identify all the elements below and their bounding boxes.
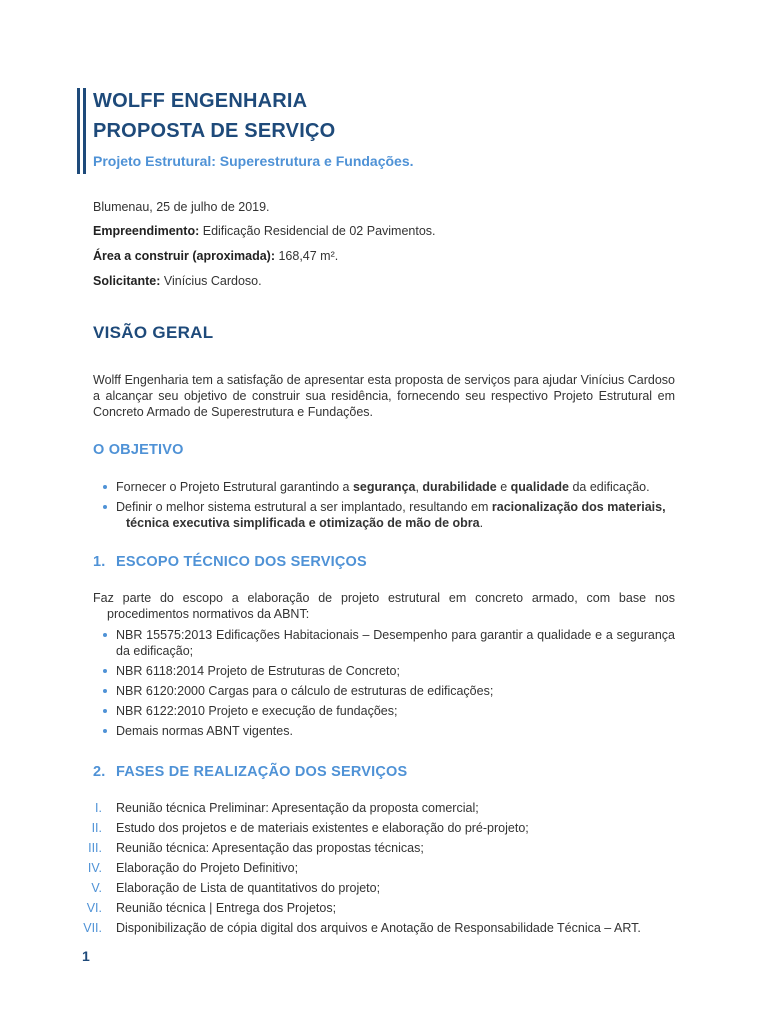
bullet-icon [103,729,107,733]
phases-list [70,800,690,940]
norm-item: NBR 6122:2010 Projeto e execução de fundações; [116,704,398,718]
scope-intro: Faz parte do escopo a elaboração de projeto estrutural em concreto armado, com base nos procedimentos normativos da ABNT: [93,591,675,621]
page-number: 1 [82,948,90,964]
bullet-icon [103,709,107,713]
solicitante-label: Solicitante: [93,274,161,288]
objective-text: Fornecer o Projeto Estrutural garantindo a [116,480,353,494]
list-item [70,840,690,860]
phase-text: Reunião técnica | Entrega dos Projetos; [116,901,337,915]
objective-list [93,479,675,535]
phase-text: Reunião técnica Preliminar: Apresentação da proposta comercial; [116,801,479,815]
section-number: 1. [93,554,106,570]
list-item [70,820,690,840]
company-name: WOLFF ENGENHARIA [93,90,308,112]
list-item [93,723,675,739]
section-title: FASES DE REALIZAÇÃO DOS SERVIÇOS [116,764,408,780]
roman-numeral: V. [91,881,102,895]
overview-heading: VISÃO GERAL [93,323,214,342]
objective-bold: durabilidade [422,480,497,494]
roman-numeral: IV. [87,861,102,875]
section-number: 2. [93,764,106,780]
phase-text: Estudo dos projetos e de materiais existentes e elaboração do pré-projeto; [116,821,529,835]
list-item [70,800,690,820]
scope-heading [93,554,367,570]
objective-text: Definir o melhor sistema estrutural a ser implantado, resultando em [116,500,492,514]
roman-numeral: III. [88,841,102,855]
title-accent-bar [83,88,86,174]
list-item [70,900,690,920]
list-item [93,663,675,679]
area-value: 168,47 m². [275,249,339,263]
list-item [70,860,690,880]
title-accent-bar [77,88,80,174]
bullet-icon [103,669,107,673]
overview-paragraph: Wolff Engenharia tem a satisfação de apresentar esta proposta de serviços para ajudar Vinícius Cardoso a alcançar seu objetivo de construir sua residência, fornecendo seu respectivo Projeto Estrutural em Concreto Armado de Superestrutura e Fundações. [93,373,675,419]
bullet-icon [103,485,107,489]
list-item [70,920,690,940]
solicitante-line [93,274,262,288]
phase-text: Disponibilização de cópia digital dos arquivos e Anotação de Responsabilidade Técnica – ART. [116,921,641,935]
bullet-icon [103,505,107,509]
document-title: PROPOSTA DE SERVIÇO [93,120,336,142]
objective-bold: qualidade [510,480,569,494]
objective-heading: O OBJETIVO [93,442,184,458]
list-item [93,479,675,495]
solicitante-value: Vinícius Cardoso. [160,274,262,288]
objective-text: da edificação. [569,480,650,494]
list-item [70,880,690,900]
roman-numeral: I. [95,801,102,815]
place-date: Blumenau, 25 de julho de 2019. [93,200,270,214]
scope-list [93,627,675,743]
section-title: ESCOPO TÉCNICO DOS SERVIÇOS [116,554,367,570]
phase-text: Reunião técnica: Apresentação das propostas técnicas; [116,841,424,855]
norm-item: NBR 15575:2013 Edificações Habitacionais – Desempenho para garantir a qualidade e a segurança da edificação; [116,628,675,658]
phase-text: Elaboração do Projeto Definitivo; [116,861,299,875]
objective-text: . [479,516,484,530]
objective-bold: técnica executiva simplificada e otimização de mão de obra [126,516,480,530]
title-block [77,88,677,174]
list-item [93,683,675,699]
empreendimento-value: Edificação Residencial de 02 Pavimentos. [199,224,436,238]
phase-text: Elaboração de Lista de quantitativos do projeto; [116,881,381,895]
phases-heading [93,764,407,780]
objective-bold: segurança [352,480,416,494]
norm-item: Demais normas ABNT vigentes. [116,724,293,738]
roman-numeral: VI. [86,901,102,915]
area-line [93,249,338,263]
objective-text: e [496,480,511,494]
document-subtitle: Projeto Estrutural: Superestrutura e Fundações. [93,153,414,169]
norm-item: NBR 6118:2014 Projeto de Estruturas de Concreto; [116,664,400,678]
list-item [93,627,675,659]
roman-numeral: II. [91,821,102,835]
bullet-icon [103,633,107,637]
objective-bold: racionalização dos materiais, [491,500,666,514]
list-item [93,499,675,531]
norm-item: NBR 6120:2000 Cargas para o cálculo de estruturas de edificações; [116,684,494,698]
objective-text: , [415,480,423,494]
roman-numeral: VII. [83,921,102,935]
area-label: Área a construir (aproximada): [93,249,275,263]
empreendimento-label: Empreendimento: [93,224,200,238]
empreendimento-line [93,224,436,238]
list-item [93,703,675,719]
bullet-icon [103,689,107,693]
